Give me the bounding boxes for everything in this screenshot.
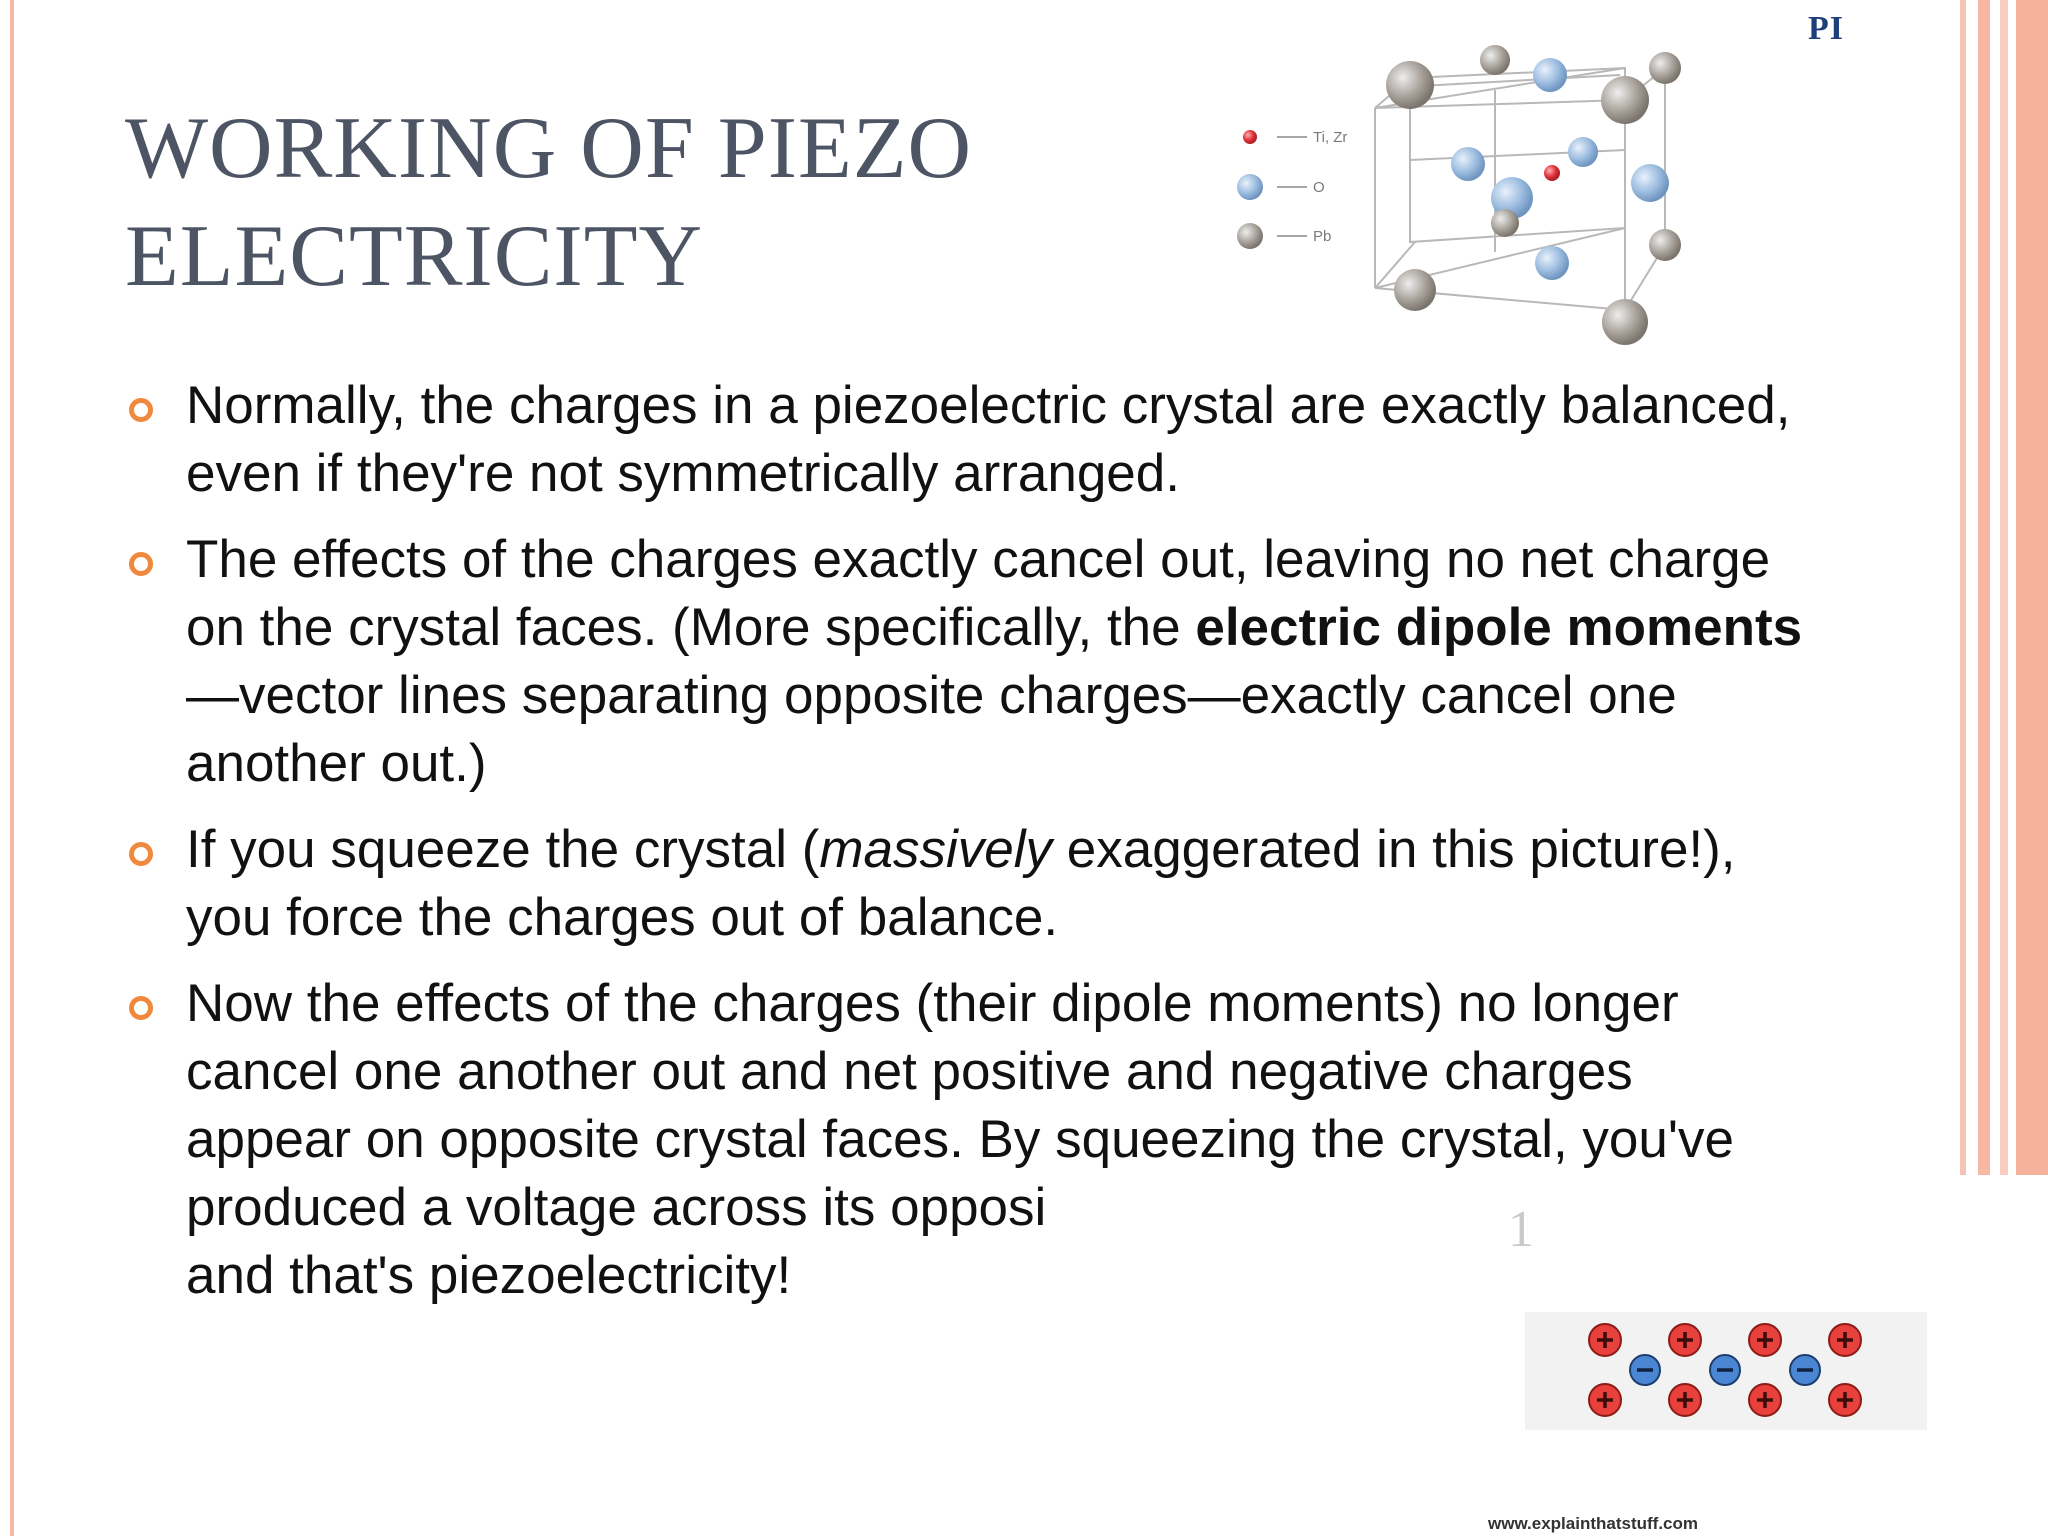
page-number: 1 xyxy=(1508,1201,1534,1258)
legend-ti-zr-atom xyxy=(1243,130,1257,144)
slide-title: WORKING OF PIEZO ELECTRICITY xyxy=(125,100,973,305)
bullet-text: exaggerated in this picture!), you force the charges out of balance. xyxy=(186,820,1736,947)
bullet-text: Normally, the charges in a piezoelectric crystal are exactly balanced, even if they're not symmetrically arranged. xyxy=(186,376,1791,503)
bullet-marker-icon xyxy=(129,398,153,422)
diagram-legend xyxy=(1237,129,1347,249)
bullet-marker-icon xyxy=(129,996,153,1020)
bullet-marker-icon xyxy=(129,842,153,866)
lattice-atoms xyxy=(1386,45,1681,345)
balanced-charges-diagram xyxy=(1525,1312,1927,1430)
bullet-item xyxy=(125,526,1805,798)
bullet-text: If you squeeze the crystal ( xyxy=(186,820,820,879)
bullet-text: Now the effects of the charges (their dipole moments) no longer cancel one another out and net positive and negative charges appear on opposite crystal faces. By squeezing the crystal, you've produced a voltage across its opposi xyxy=(186,974,1734,1237)
legend-oxygen-atom xyxy=(1237,174,1263,200)
pi-logo: PI xyxy=(1808,10,1844,47)
legend-label-o: O xyxy=(1313,179,1325,196)
left-accent-line xyxy=(10,0,14,1536)
bullet-item xyxy=(125,816,1805,952)
bullet-marker-icon xyxy=(129,552,153,576)
crystal-lattice-diagram xyxy=(1215,40,1715,360)
bullet-item xyxy=(125,372,1805,508)
image-credit: www.explainthatstuff.com xyxy=(1488,1514,1699,1533)
legend-label-ti-zr: Ti, Zr xyxy=(1313,129,1348,146)
bullet-bold-term: electric dipole moments xyxy=(1195,598,1803,657)
legend-label-pb: Pb xyxy=(1313,228,1332,245)
bullet-text: The effects of the charges exactly cancel out, leaving no net charge on the crystal faces. (More specifically, the xyxy=(186,530,1771,657)
bullet-italic-term: massively xyxy=(819,820,1053,879)
legend-pb-atom xyxy=(1237,223,1263,249)
bullet-text: and that's piezoelectricity! xyxy=(186,1246,792,1305)
right-accent-stripes xyxy=(1960,0,2048,1175)
bullet-text: —vector lines separating opposite charges—exactly cancel one another out.) xyxy=(186,666,1677,793)
